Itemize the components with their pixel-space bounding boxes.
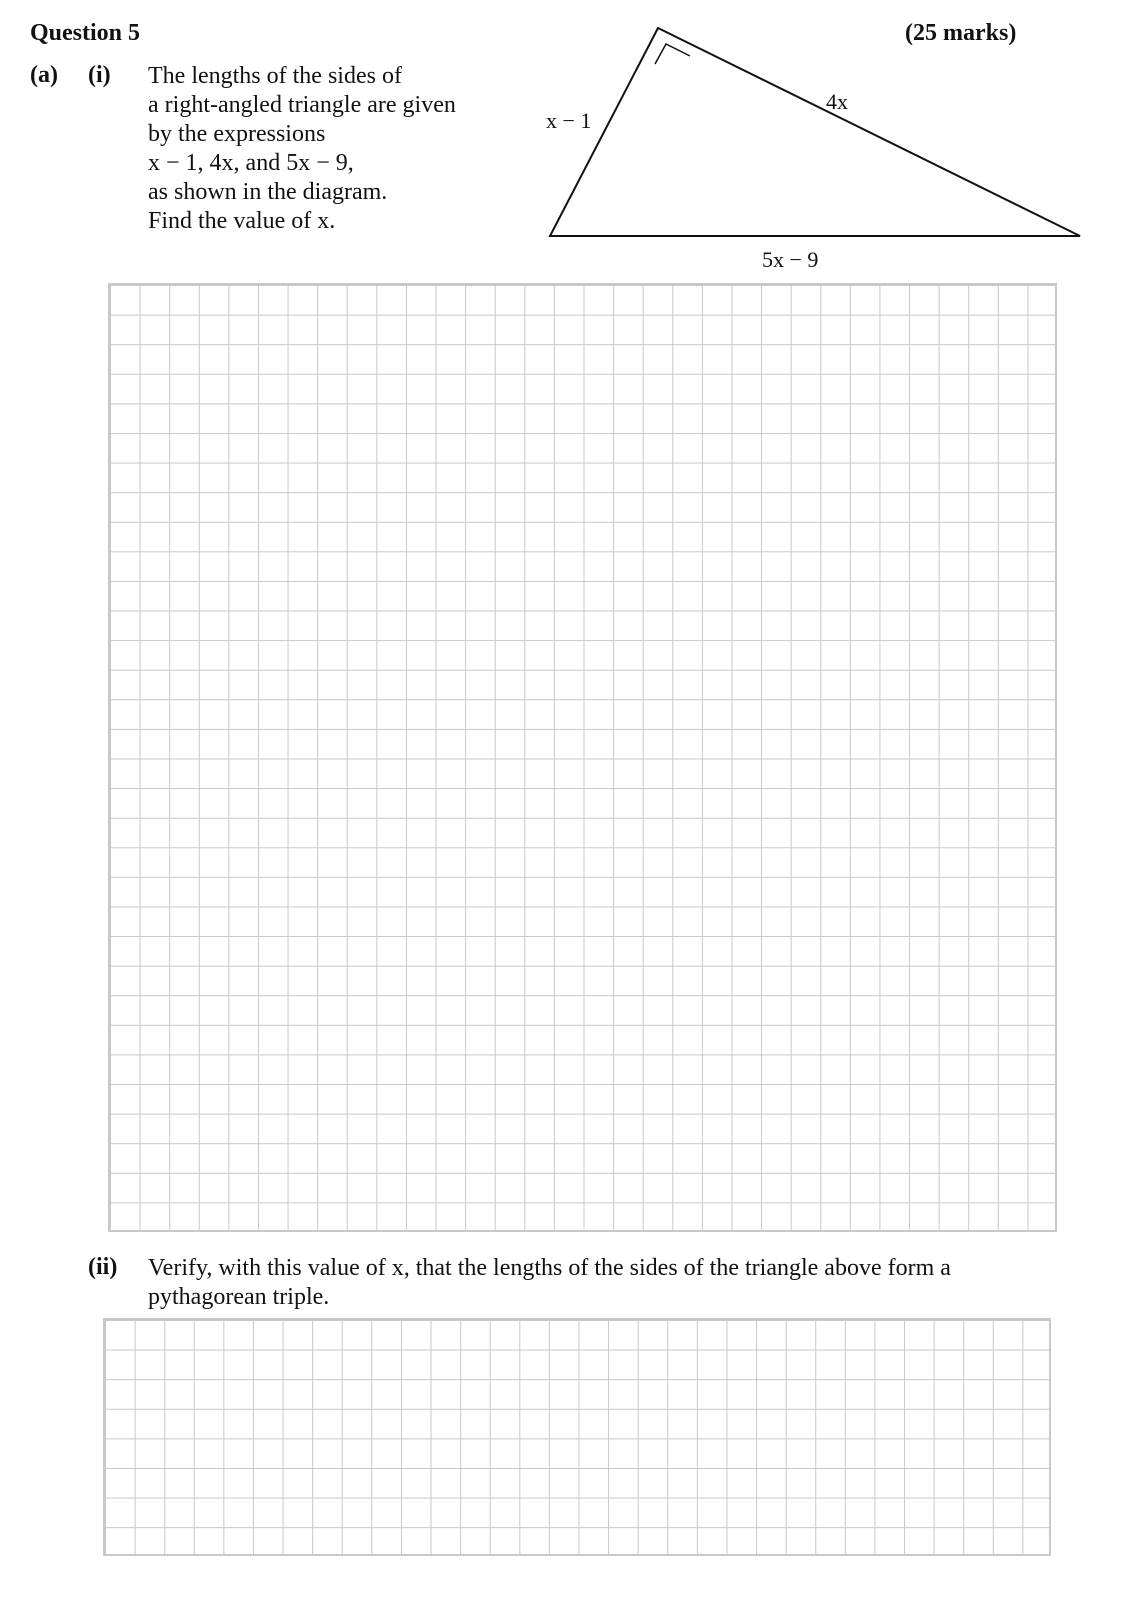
triangle-shape — [550, 28, 1080, 236]
marks-label: (25 marks) — [905, 20, 1017, 46]
part-i-line: a right-angled triangle are given — [148, 92, 456, 118]
part-i-text — [148, 62, 456, 236]
part-ii-label: (ii) — [88, 1254, 118, 1280]
answer-grid-i[interactable] — [108, 283, 1057, 1232]
part-i-line: by the expressions — [148, 121, 326, 147]
part-ii-text: Verify, with this value of x, that the lengths of the sides of the triangle above form a pythagorean triple. — [148, 1255, 951, 1310]
right-angle-mark — [655, 44, 690, 64]
part-i-line: x − 1, 4x, and 5x − 9, — [148, 150, 354, 176]
part-i-line: as shown in the diagram. — [148, 179, 388, 205]
triangle-diagram — [540, 20, 1100, 280]
question-title: Question 5 — [30, 20, 141, 46]
part-i-line: Find the value of x. — [148, 208, 336, 234]
answer-grid-ii[interactable] — [103, 1318, 1051, 1556]
side-label-top: 4x — [826, 89, 848, 114]
part-a-label: (a) — [30, 62, 58, 88]
part-i-label: (i) — [88, 62, 111, 88]
side-label-bottom: 5x − 9 — [762, 247, 819, 272]
side-label-left: x − 1 — [546, 108, 592, 133]
part-i-line: The lengths of the sides of — [148, 63, 402, 89]
